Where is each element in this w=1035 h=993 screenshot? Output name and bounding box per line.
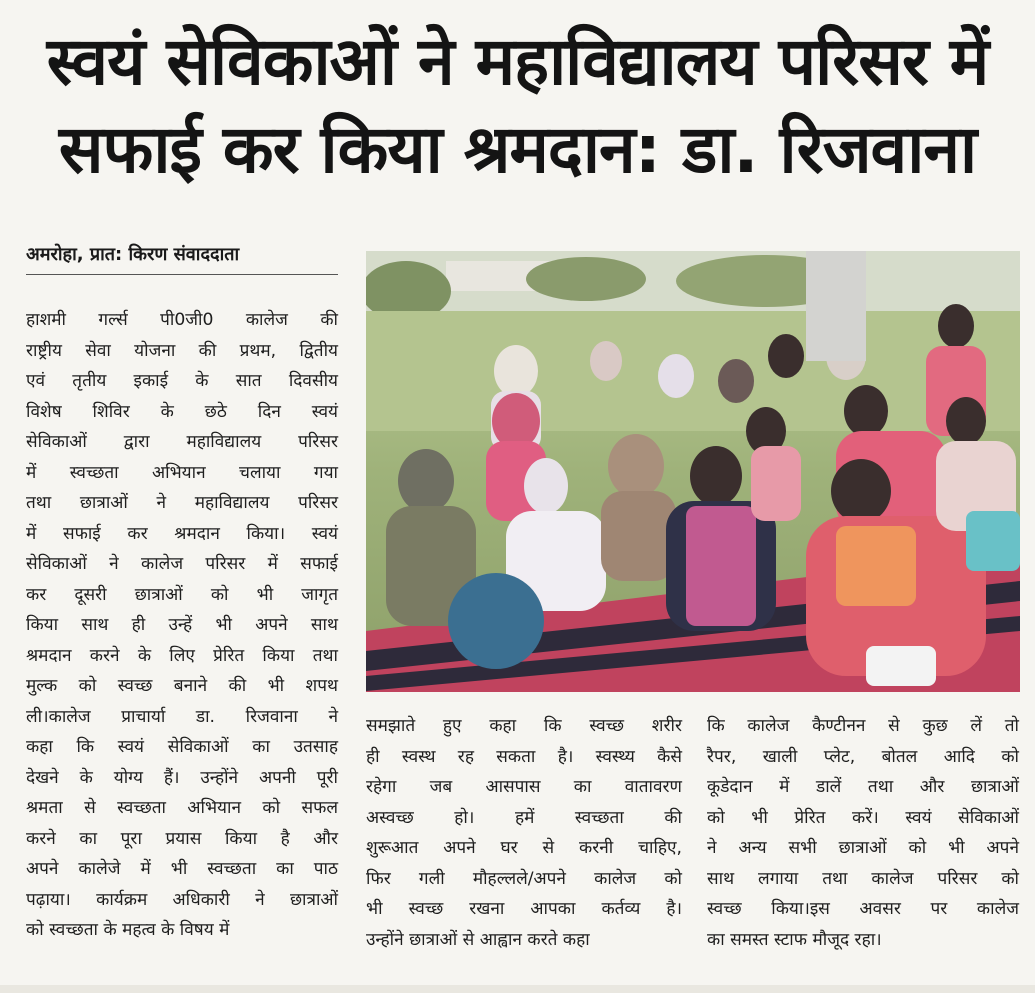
text-line: शुरूआत अपने घर से करनी चाहिए,: [366, 838, 682, 858]
text-line: हाशमी गर्ल्स पी0जी0 कालेज की: [26, 310, 338, 330]
photo-illustration: [366, 251, 1020, 692]
article-column-3: [707, 711, 1019, 955]
headline: [0, 18, 1035, 194]
text-line: राष्ट्रीय सेवा योजना की प्रथम, द्वितीय: [26, 340, 338, 361]
text-line: विशेष शिविर के छठे दिन स्वयं: [26, 401, 338, 422]
text-line: अपने कालेजे में भी स्वच्छता का पाठ: [26, 859, 338, 879]
text-line: मुल्क को स्वच्छ बनाने की भी शपथ: [26, 676, 338, 696]
text-line: श्रमता से स्वच्छता अभियान को सफल: [26, 798, 338, 818]
text-line: अस्वच्छ हो। हमें स्वच्छता की: [366, 807, 682, 828]
text-line: करने का पूरा प्रयास किया है और: [26, 828, 338, 849]
text-line: को भी प्रेरित करें। स्वयं सेविकाओं: [707, 807, 1019, 828]
text-line: देखने के योग्य हैं। उन्होंने अपनी पूरी: [26, 767, 338, 788]
text-line: कि कालेज कैण्टीनन से कुछ लें तो: [707, 716, 1019, 736]
byline: अमरोहा, प्रात: किरण संवाददाता: [26, 240, 338, 275]
text-line: कहा कि स्वयं सेविकाओं का उतसाह: [26, 737, 338, 757]
headline-line-1: स्वयं सेविकाओं ने महाविद्यालय परिसर में: [46, 23, 989, 100]
text-line: किया साथ ही उन्हें भी अपने साथ: [26, 615, 338, 635]
text-line: साथ लगाया तथा कालेज परिसर को: [707, 868, 1019, 889]
page-bottom-rule: [0, 985, 1035, 993]
text-line: को स्वच्छता के महत्व के विषय में: [26, 920, 230, 940]
text-line: ही स्वस्थ रह सकता है। स्वस्थ्य कैसे: [366, 746, 682, 767]
text-line: फिर गली मौहल्लले/अपने कालेज को: [366, 868, 682, 889]
text-line: समझाते हुए कहा कि स्वच्छ शरीर: [366, 716, 682, 736]
headline-line-2: सफाई कर किया श्रमदान: डा. रिजवाना: [58, 111, 977, 188]
text-line: कूडेदान में डालें तथा और छात्राओं: [707, 777, 1019, 797]
news-photo: [366, 251, 1020, 692]
text-line: ने अन्य सभी छात्राओं को भी अपने: [707, 838, 1019, 858]
text-line: कर दूसरी छात्राओं को भी जागृत: [26, 584, 338, 605]
text-line: स्वच्छ किया।इस अवसर पर कालेज: [707, 899, 1019, 919]
text-line: भी स्वच्छ रखना आपका कर्तव्य है।: [366, 899, 682, 919]
text-line: ली।कालेज प्राचार्या डा. रिजवाना ने: [26, 706, 338, 727]
text-line: उन्होंने छात्राओं से आह्वान करते कहा: [366, 929, 590, 950]
text-line: तथा छात्राओं ने महाविद्यालय परिसर: [26, 493, 338, 513]
article-column-2: [366, 711, 682, 955]
article-column-1: [26, 305, 338, 946]
text-line: रहेगा जब आसपास का वातावरण: [366, 777, 682, 797]
text-line: सेविकाओं ने कालेज परिसर में सफाई: [26, 554, 338, 574]
text-line: रैपर, खाली प्लेट, बोतल आदि को: [707, 746, 1019, 767]
text-line: पढ़ाया। कार्यक्रम अधिकारी ने छात्राओं: [26, 889, 338, 910]
text-line: में स्वच्छता अभियान चलाया गया: [26, 462, 338, 483]
text-line: सेविकाओं द्वारा महाविद्यालय परिसर: [26, 432, 338, 452]
text-line: एवं तृतीय इकाई के सात दिवसीय: [26, 371, 338, 391]
text-line: श्रमदान करने के लिए प्रेरित किया तथा: [26, 645, 338, 666]
text-line: का समस्त स्टाफ मौजूद रहा।: [707, 929, 882, 950]
text-line: में सफाई कर श्रमदान किया। स्वयं: [26, 523, 338, 544]
